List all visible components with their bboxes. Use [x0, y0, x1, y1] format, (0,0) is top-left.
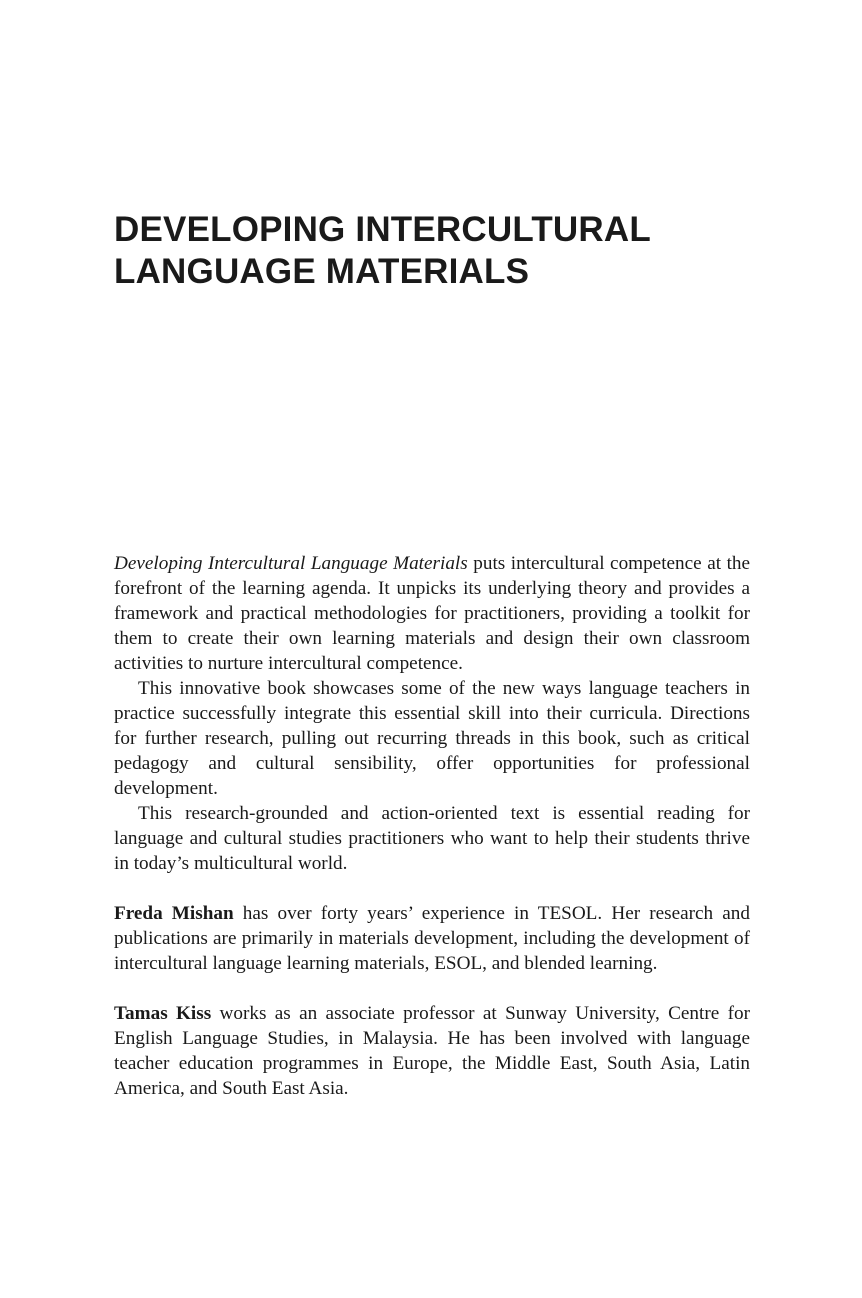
title-line-2: LANGUAGE MATERIALS [114, 252, 530, 291]
title-line-1: DEVELOPING INTERCULTURAL [114, 210, 651, 249]
description-paragraph-2: This innovative book showcases some of the new ways language teachers in practice successfully integrate this essential skill into their curricula. Directions for further research, pulling out recurring threads in this book, such as critical pedagogy and cultural sensibility, offer opportunities for professional development. [114, 678, 750, 799]
author-bio-text-1: has over forty years’ experience in TESOL. Her research and publications are primarily in materials development, including the development of intercultural language learning materials, ESOL, and blended learning. [114, 903, 750, 974]
book-title-italic: Developing Intercultural Language Materials [114, 553, 468, 574]
author-bio-2 [114, 1001, 750, 1101]
description-paragraph-1 [114, 551, 750, 676]
author-name-1: Freda Mishan [114, 903, 234, 924]
author-bio-text-2: works as an associate professor at Sunway University, Centre for English Language Studies, in Malaysia. He has been involved with language teacher education programmes in Europe, the Middle East, South Asia, Latin America, and South East Asia. [114, 1003, 750, 1099]
author-name-2: Tamas Kiss [114, 1003, 212, 1024]
page-title [114, 209, 754, 293]
description-paragraph-3: This research-grounded and action-oriented text is essential reading for language and cultural studies practitioners who want to help their students thrive in today’s multicultural world. [114, 803, 750, 874]
book-description [114, 551, 750, 1101]
description-paragraph-1-text: puts intercultural competence at the forefront of the learning agenda. It unpicks its underlying theory and provides a framework and practical methodologies for practitioners, providing a toolkit for them to create their own learning materials and design their own classroom activities to nurture intercultural competence. [114, 553, 751, 674]
author-bio-1 [114, 901, 750, 976]
